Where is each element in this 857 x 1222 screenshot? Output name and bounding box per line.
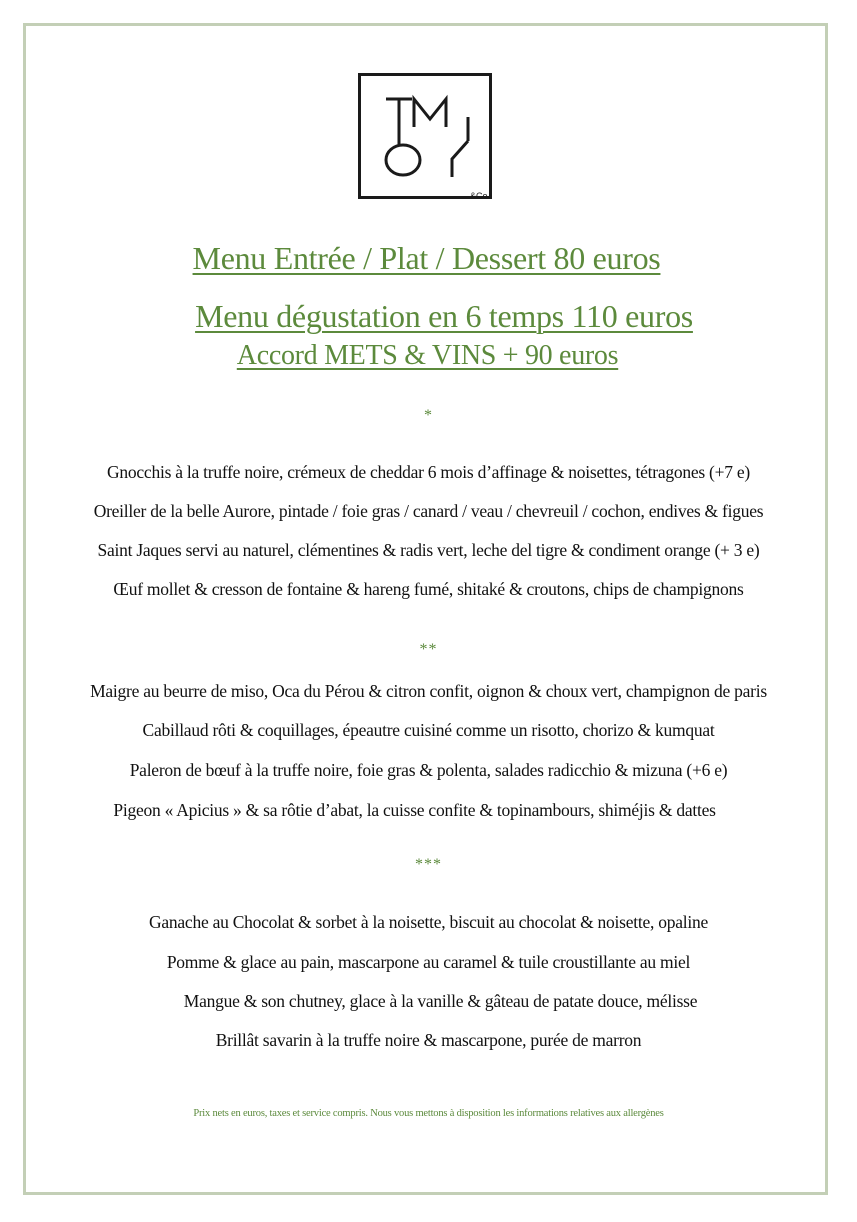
dish-item: Paleron de bœuf à la truffe noire, foie gras & polenta, salades radicchio & mizuna (+6 e)	[129, 760, 728, 780]
separator-mains: **	[419, 641, 438, 658]
dish-item: Saint Jaques servi au naturel, clémentines & radis vert, leche del tigre & condiment orange (+ 3 e)	[97, 540, 760, 560]
dish-item: Oreiller de la belle Aurore, pintade / foie gras / canard / veau / chevreuil / cochon, endives & figues	[93, 501, 764, 521]
footer-note: Prix nets en euros, taxes et service compris. Nous vous mettons à disposition les informations relatives aux allergènes	[193, 1108, 664, 1119]
dish-item: Maigre au beurre de miso, Oca du Pérou & citron confit, oignon & choux vert, champignon de paris	[90, 681, 767, 701]
dish-item: Œuf mollet & cresson de fontaine & hareng fumé, shitaké & croutons, chips de champignons	[113, 579, 744, 599]
menu-title-tasting: Menu dégustation en 6 temps 110 euros	[195, 298, 693, 334]
dish-item: Ganache au Chocolat & sorbet à la noisette, biscuit au chocolat & noisette, opaline	[149, 912, 708, 932]
dish-item: Cabillaud rôti & coquillages, épeautre cuisiné comme un risotto, chorizo & kumquat	[142, 720, 715, 740]
dish-item: Mangue & son chutney, glace à la vanille & gâteau de patate douce, mélisse	[183, 991, 698, 1011]
separator-desserts: ***	[415, 856, 442, 873]
wine-pairing-title: Accord METS & VINS + 90 euros	[236, 340, 619, 371]
dish-item: Brillât savarin à la truffe noire & mascarpone, purée de marron	[215, 1030, 642, 1050]
separator-starters: *	[424, 407, 433, 424]
dish-item: Gnocchis à la truffe noire, crémeux de cheddar 6 mois d’affinage & noisettes, tétragones (+7 e)	[107, 462, 750, 482]
logo-suffix: &Co	[470, 191, 488, 201]
menu-title-3-courses: Menu Entrée / Plat / Dessert 80 euros	[192, 240, 661, 276]
tmoy-logo-icon	[358, 73, 494, 201]
dish-item: Pigeon « Apicius » & sa rôtie d’abat, la cuisse confite & topinambours, shiméjis & dattes	[113, 800, 716, 820]
dish-item: Pomme & glace au pain, mascarpone au caramel & tuile croustillante au miel	[166, 952, 691, 972]
